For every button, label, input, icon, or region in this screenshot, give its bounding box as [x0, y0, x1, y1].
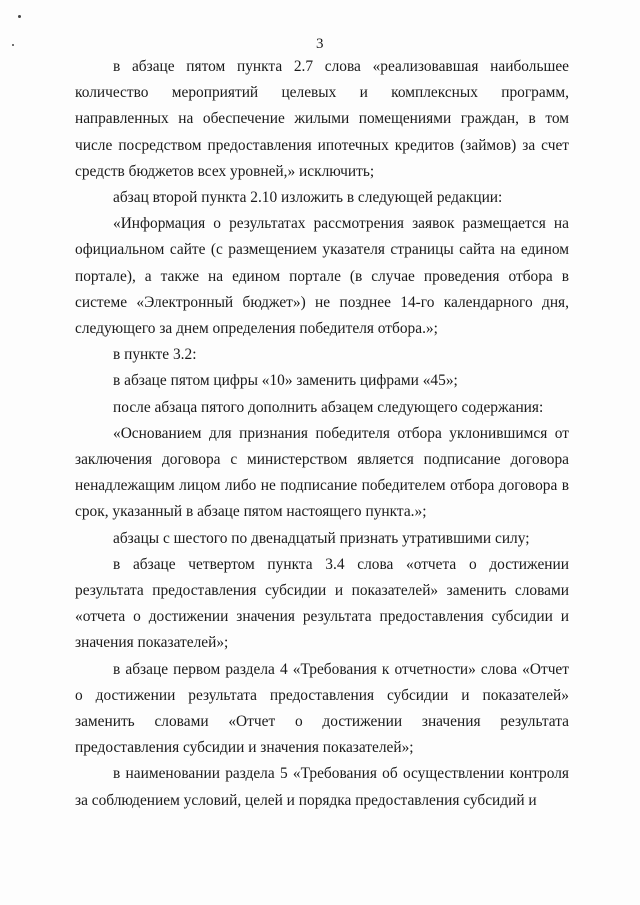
paragraph-clause-3-2-intro: в пункте 3.2: [113, 346, 197, 364]
paragraph-section-5: в наименовании раздела 5 «Требования об осуществлении контроля за соблюдением условий, целей и порядка предоставления субсидий и [75, 765, 569, 809]
paragraph-clause-3-2-repeal: абзацы с шестого по двенадцатый признать утратившими силу; [113, 529, 530, 547]
document-body [75, 54, 569, 814]
paragraph-clause-3-4: в абзаце четвертом пункта 3.4 слова «отчета о достижении результата предоставления субсидии и показателей» заменить словами «отчета о достижении значения результата предоставления субсидии и значения показателей»; [75, 555, 569, 652]
paragraph-clause-3-2-add: после абзаца пятого дополнить абзацем следующего содержания: [113, 398, 544, 416]
paragraph-clause-3-2-quote: «Основанием для признания победителя отбора уклонившимся от заключения договора с министерством является подписание договора ненадлежащим лицом либо не подписание победителем отбора договора в срок, указанный в абзаце пятом настоящего пункта.»; [75, 424, 569, 521]
page-number: 3 [316, 36, 324, 52]
paragraph-clause-3-2-fifth: в абзаце пятом цифры «10» заменить цифрами «45»; [113, 372, 458, 390]
scan-speck [18, 15, 21, 18]
paragraph-clause-2-10-quote: «Информация о результатах рассмотрения заявок размещается на официальном сайте (с размещением указателя страницы сайта на едином портале), а также на едином портале (в случае проведения отбора в системе «Электронный бюджет») не позднее 14-го календарного дня, следующего за днем определения победителя отбора.»; [75, 215, 569, 338]
paragraph-clause-2-7: в абзаце пятом пункта 2.7 слова «реализовавшая наибольшее количество мероприятий целевых и комплексных программ, направленных на обеспечение жилыми помещениями граждан, в том числе посредством предоставления ипотечных кредитов (займов) за счет средств бюджетов всех уровней,» исключить; [75, 58, 569, 180]
paragraph-section-4: в абзаце первом раздела 4 «Требования к отчетности» слова «Отчет о достижении результата предоставления субсидии и показателей» заменить словами «Отчет о достижении значения результата предоставления субсидии и значения показателей»; [75, 660, 569, 757]
paragraph-clause-2-10-intro: абзац второй пункта 2.10 изложить в следующей редакции: [113, 189, 503, 207]
